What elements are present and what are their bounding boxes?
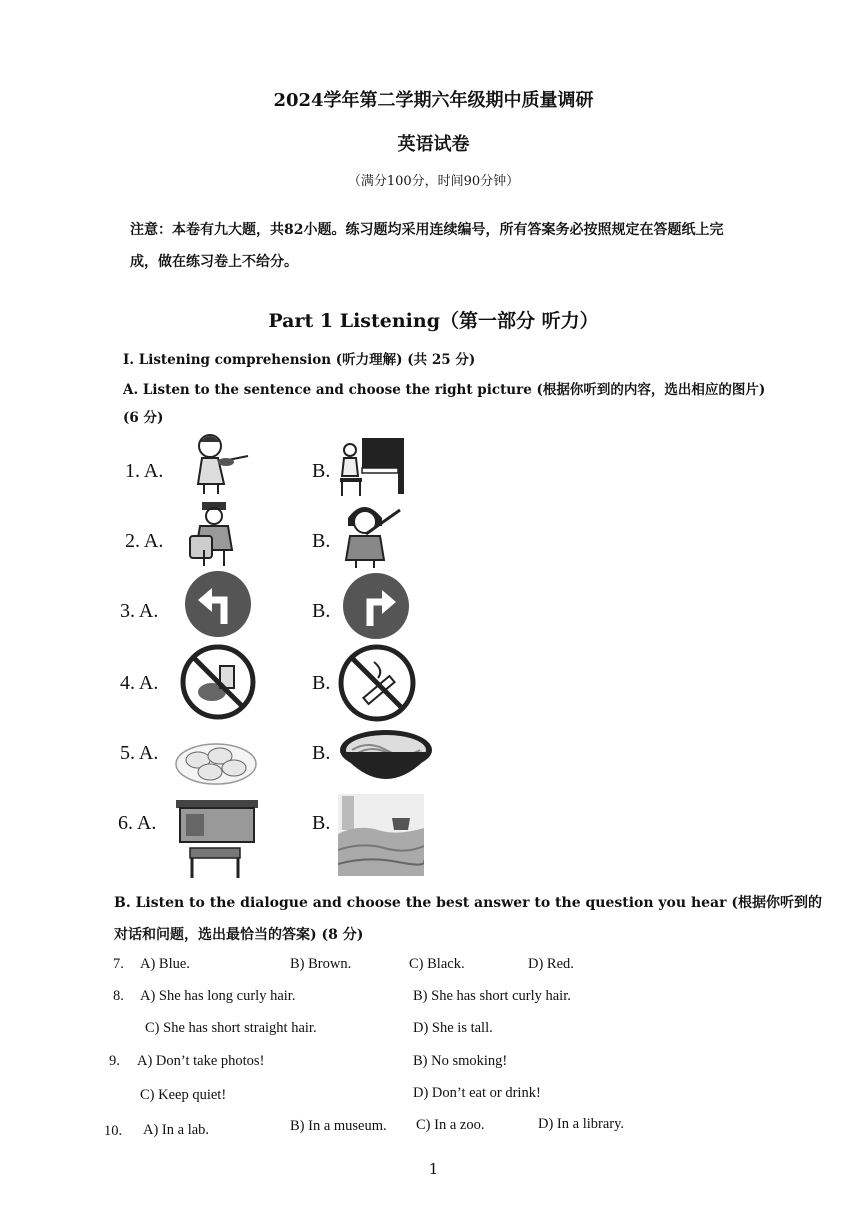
turn-left-sign-icon [184, 570, 252, 638]
q7-number: 7. [113, 956, 124, 972]
q1-option-a-label: 1. A. [125, 460, 164, 482]
q7-option-d: D) Red. [528, 956, 574, 972]
dumplings-icon [174, 734, 258, 786]
boy-drum-icon [186, 500, 244, 568]
exam-subtitle: 英语试卷 [397, 134, 470, 155]
section-I-heading: I. Listening comprehension (听力理解) (共 25 分) [123, 352, 476, 368]
part1-heading: Part 1 Listening（第一部分 听力） [268, 310, 599, 332]
q8-option-d: D) She is tall. [413, 1020, 493, 1036]
q10-option-c: C) In a zoo. [416, 1117, 485, 1133]
q9-option-c: C) Keep quiet! [140, 1087, 227, 1103]
q9-option-a: A) Don’t take photos! [137, 1053, 265, 1069]
q10-option-a: A) In a lab. [143, 1122, 210, 1138]
q10-number: 10. [104, 1123, 123, 1139]
q7-option-b: B) Brown. [290, 956, 352, 972]
turn-right-sign-icon [342, 572, 410, 640]
q5-option-b-label: B. [312, 742, 331, 764]
section-B-heading-line2: 对话和问题，选出最恰当的答案) (8 分) [114, 927, 364, 943]
no-smoking-sign-icon [338, 642, 416, 724]
q6-option-a-label: 6. A. [118, 812, 157, 834]
girl-violin-icon [188, 430, 254, 496]
q8-option-a: A) She has long curly hair. [140, 988, 296, 1004]
q3-option-a-label: 3. A. [120, 600, 159, 622]
q9-option-b: B) No smoking! [413, 1053, 508, 1069]
q4-option-a-label: 4. A. [120, 672, 159, 694]
page-number: 1 [428, 1160, 439, 1178]
no-food-sign-icon [180, 642, 256, 722]
q10-option-b: B) In a museum. [290, 1118, 387, 1134]
q8-option-c: C) She has short straight hair. [145, 1020, 317, 1036]
q6-option-b-label: B. [312, 812, 331, 834]
q7-option-c: C) Black. [409, 956, 465, 972]
exam-title: 2024学年第二学期六年级期中质量调研 [273, 90, 594, 111]
q2-option-a-label: 2. A. [125, 530, 164, 552]
harbour-scene-icon [338, 794, 424, 876]
q3-option-b-label: B. [312, 600, 331, 622]
q9-option-d: D) Don’t eat or drink! [413, 1085, 541, 1101]
girl-flute-icon [338, 500, 404, 568]
q8-number: 8. [113, 988, 124, 1004]
q10-option-d: D) In a library. [538, 1116, 625, 1132]
q7-option-a: A) Blue. [140, 956, 190, 972]
q8-option-b: B) She has short curly hair. [413, 988, 571, 1004]
q5-option-a-label: 5. A. [120, 742, 159, 764]
q4-option-b-label: B. [312, 672, 331, 694]
q9-number: 9. [109, 1053, 120, 1069]
section-A-heading-line2: (6 分) [123, 410, 164, 426]
piano-icon [338, 432, 408, 498]
exam-note: 注意：本卷有九大题，共82小题。练习题均采用连续编号，所有答案务必按照规定在答题纸上完成，做在练习卷上不给分。 [130, 222, 724, 270]
score-line: （满分100分，时间90分钟） [347, 174, 520, 189]
section-A-heading-line1: A. Listen to the sentence and choose the right picture (根据你听到的内容，选出相应的图片) [123, 382, 766, 398]
desk-chair-icon [172, 798, 262, 880]
q2-option-b-label: B. [312, 530, 331, 552]
section-B-heading-line1: B. Listen to the dialogue and choose the best answer to the question you hear (根据你听到的 [114, 895, 822, 911]
noodles-bowl-icon [338, 726, 434, 792]
q1-option-b-label: B. [312, 460, 331, 482]
